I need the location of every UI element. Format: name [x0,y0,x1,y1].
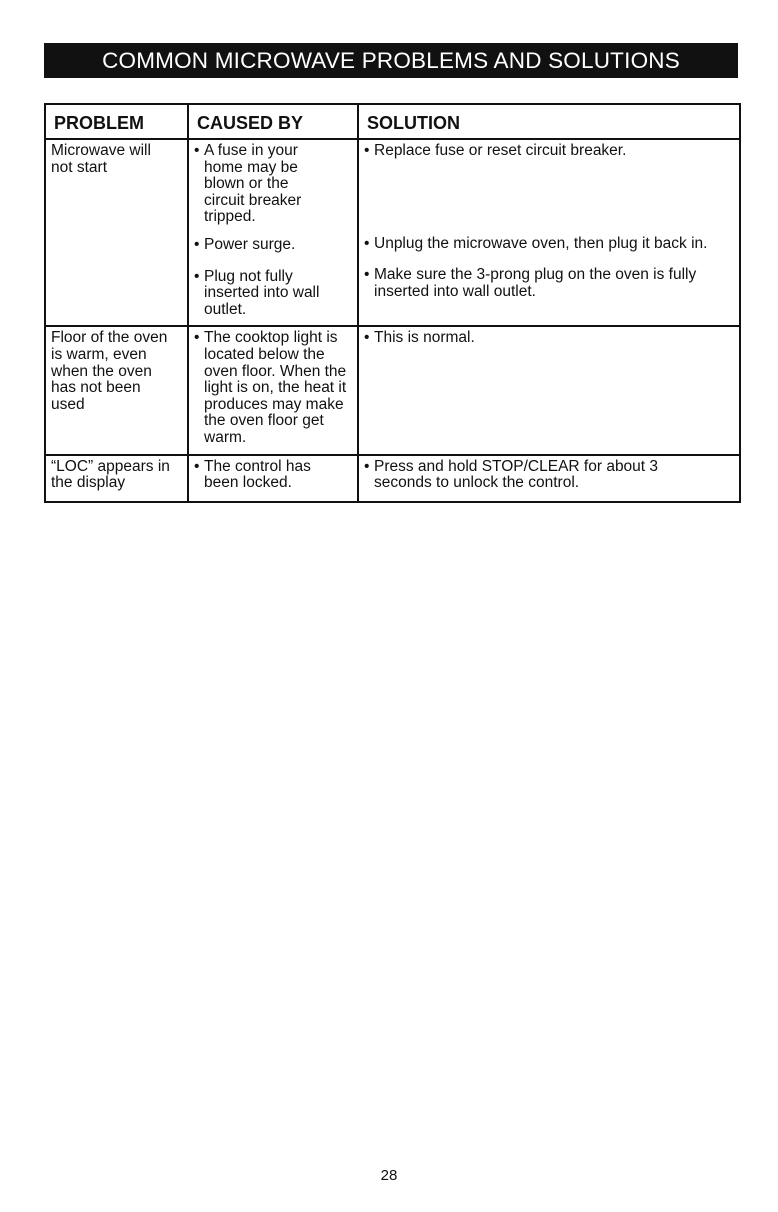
table-header-row [45,104,740,139]
table-row [45,139,740,326]
cause-item: • The cooktop light is located below the oven floor. When the light is on, the heat it produces may make the oven floor get warm. [194,330,354,446]
cause-cell [188,455,358,502]
cause-item: • Plug not fully inserted into wall outlet. [194,269,329,319]
solution-item: • Make sure the 3-prong plug on the oven is fully inserted into wall outlet. [364,267,714,300]
header-problem: PROBLEM [45,104,188,139]
cause-cell [188,326,358,454]
cause-cell [188,139,358,326]
header-solution: SOLUTION [358,104,740,139]
table-row [45,326,740,454]
solution-cell [358,139,740,326]
troubleshooting-table [44,103,741,503]
solution-item: • Replace fuse or reset circuit breaker. [364,143,735,160]
solution-item: • Unplug the microwave oven, then plug it back in. [364,236,714,253]
problem-cell [45,139,188,326]
solution-item: • This is normal. [364,330,735,347]
header-caused-by: CAUSED BY [188,104,358,139]
page-number: 28 [380,1167,398,1184]
problem-cell [45,326,188,454]
solution-cell [358,326,740,454]
page-title: COMMON MICROWAVE PROBLEMS AND SOLUTIONS [44,43,738,78]
cause-item: • Power surge. [194,237,353,254]
cause-item: • The control has been locked. [194,459,344,492]
problem-cell [45,455,188,502]
solution-item: • Press and hold STOP/CLEAR for about 3 seconds to unlock the control. [364,459,719,492]
solution-cell [358,455,740,502]
cause-item: • A fuse in your home may be blown or the circuit breaker tripped. [194,143,329,226]
problem-text: “LOC” appears in the display [51,457,170,492]
problem-text: Microwave will not start [51,142,151,176]
problem-text: Floor of the oven is warm, even when the oven has not been used [51,329,168,413]
table-row [45,455,740,502]
